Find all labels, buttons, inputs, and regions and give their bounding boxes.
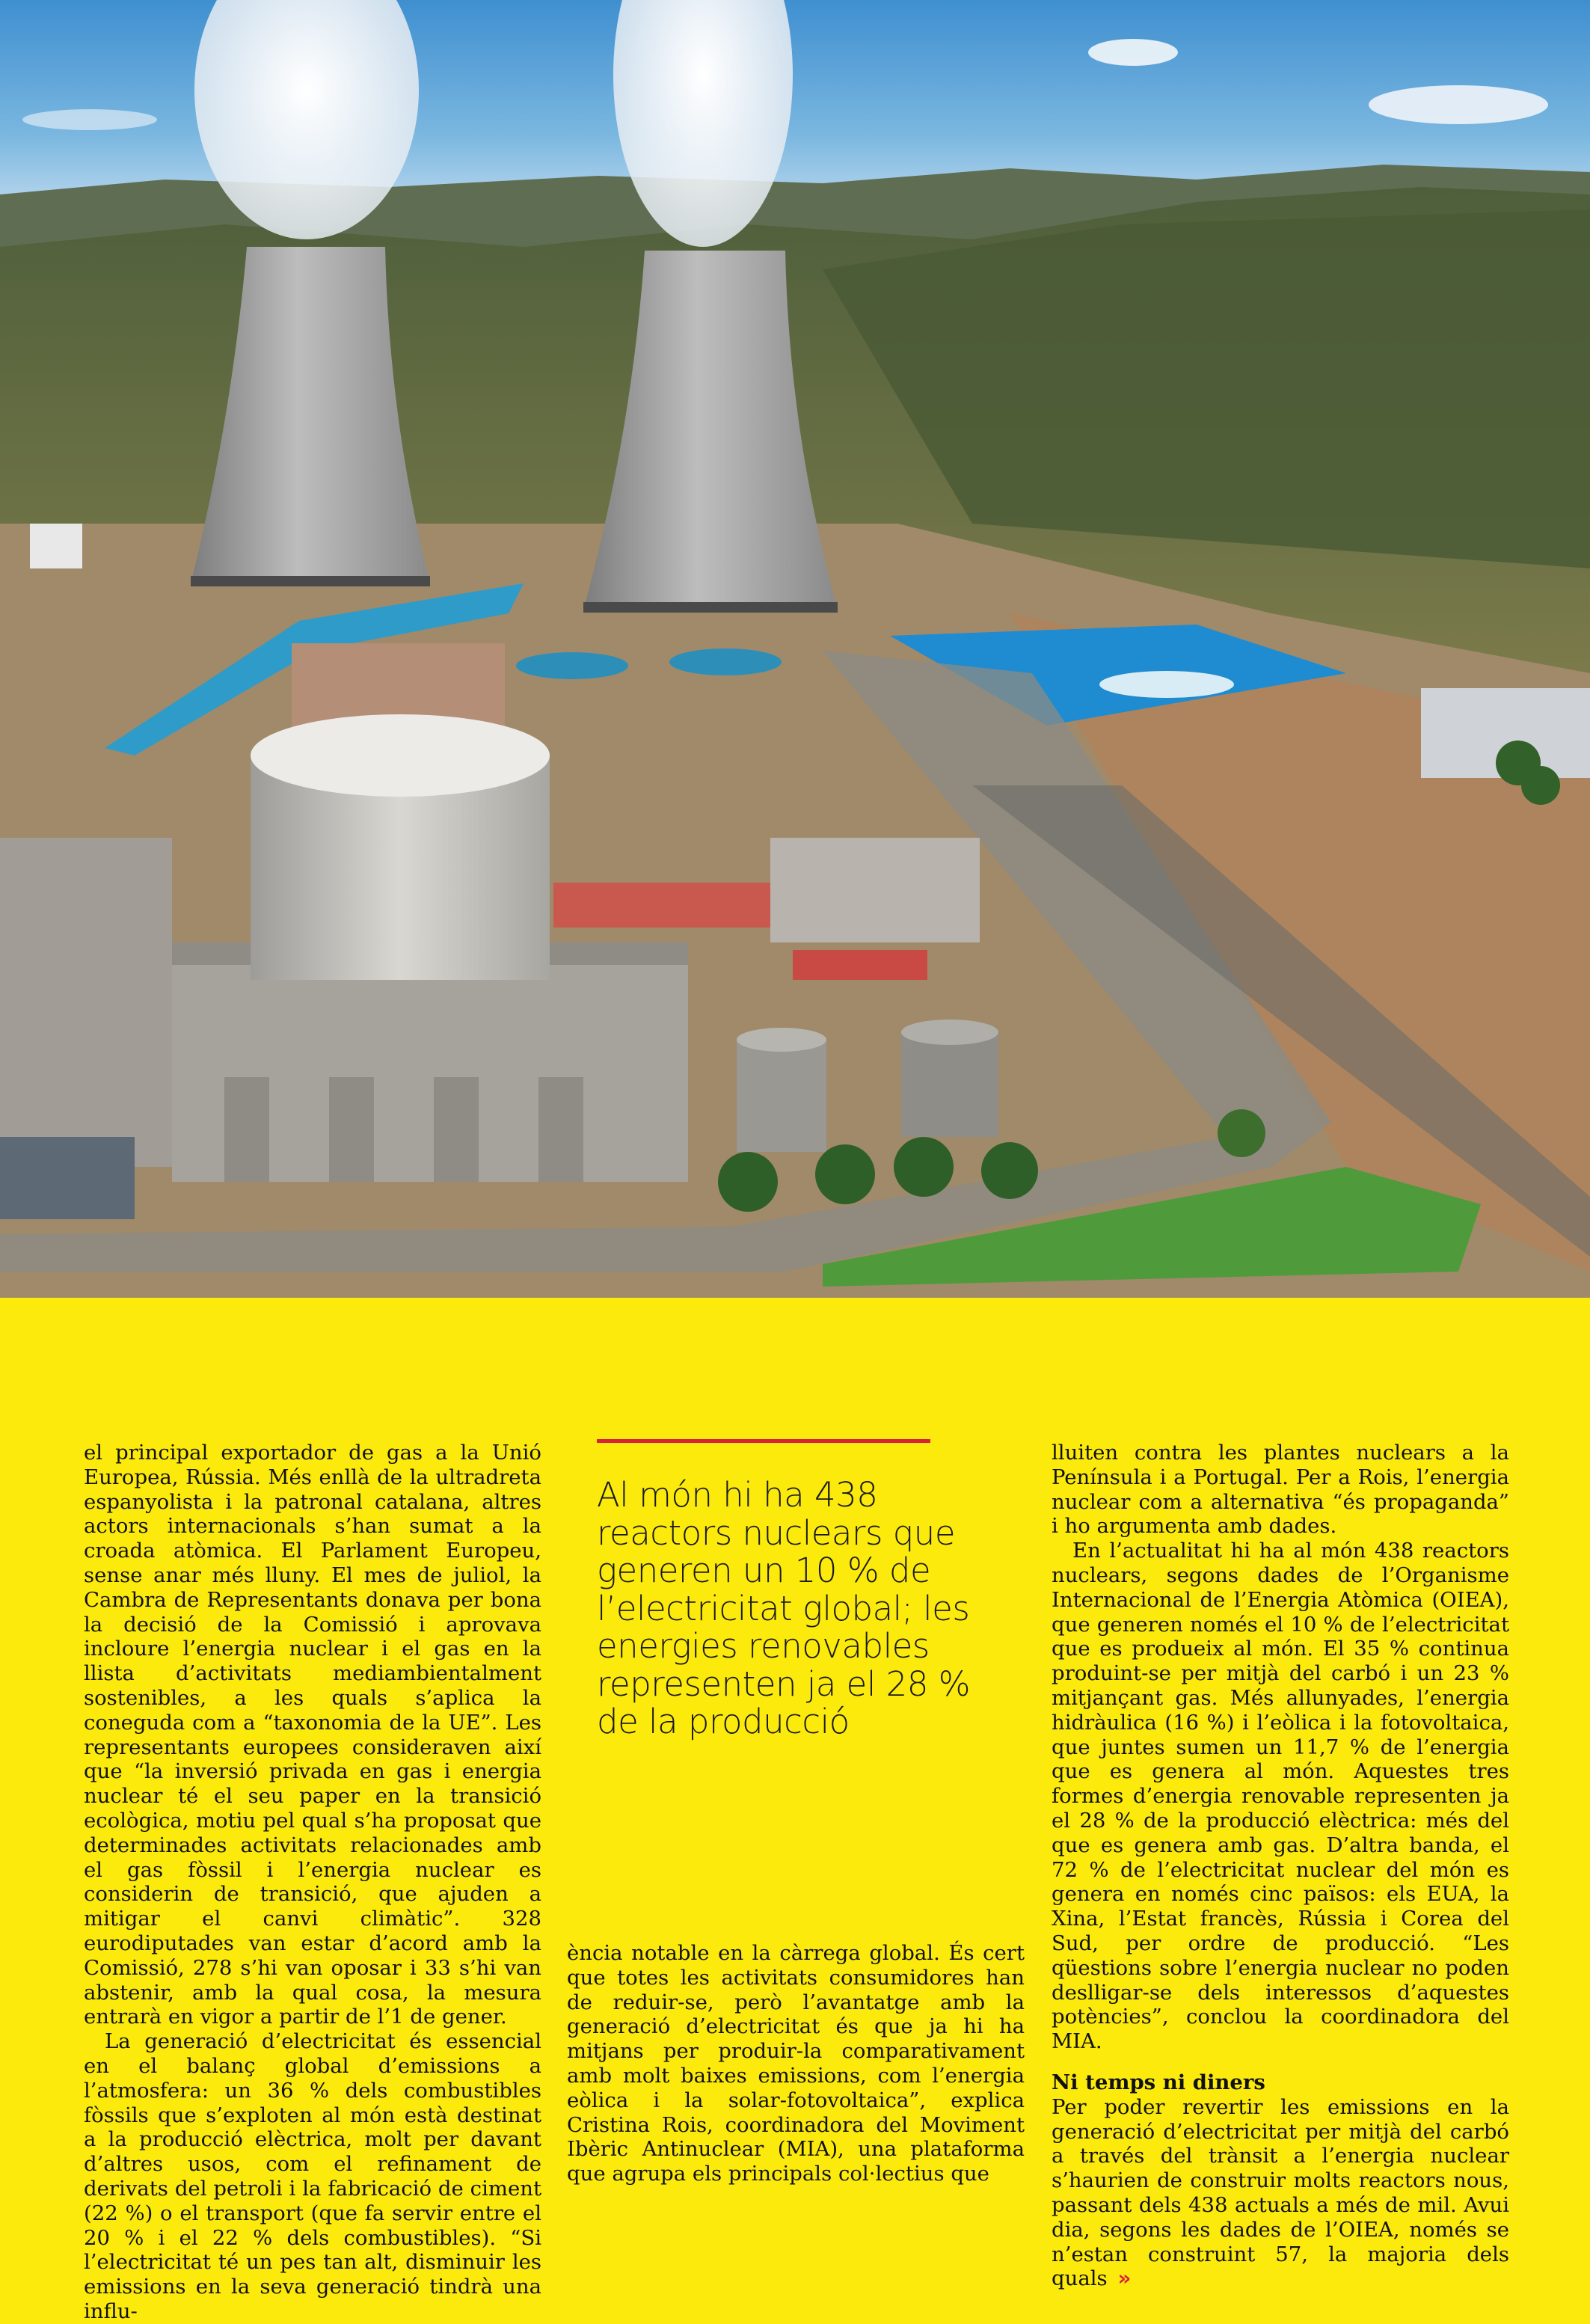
paragraph: ència notable en la càrrega global. És cert que totes les activitats consumidores han de reduir-se, però l’avantatge amb la generació d’electricitat és que ja hi ha mitjans per produir-la comparativament amb molt baixes emissions, com l’energia eòlica i la solar-fotovoltaica”, explica Cristina Rois, coordinadora del Moviment Ibèric Antinuclear (MIA), una plataforma que agrupa els principals col·lectius que bbox=[567, 1941, 1025, 2186]
paragraph bbox=[1052, 2095, 1509, 2291]
continue-arrow-icon: » bbox=[1117, 2266, 1129, 2291]
paragraph: lluiten contra les plantes nuclears a la Península i a Portugal. Per a Rois, l’energia nuclear com a alternativa “és propaganda” i ho argumenta amb dades. bbox=[1052, 1441, 1509, 1539]
text-column-right bbox=[1052, 1441, 1509, 2291]
paragraph: el principal exportador de gas a la Unió Europea, Rússia. Més enllà de la ultradreta espanyolista i la patronal catalana, altres actors internacionals s’han sumat a la croada atòmica. El Parlament Europeu, sense anar més lluny. El mes de juliol, la Cambra de Representants donava per bona la decisió de la Comissió i aprovava incloure l’energia nuclear i el gas en la llista d’activitats mediambientalment sostenibles, a les quals s’aplica la coneguda com a “taxonomia de la UE”. Les representants europees consideraven així que “la inversió privada en gas i energia nuclear té el seu paper en la transició ecològica, motiu pel qual s’ha proposat que determinades activitats relacionades amb el gas fòssil i l’energia nuclear es considerin de transició, que ajuden a mitigar el canvi climàtic”. 328 eurodiputades van estar d’acord amb la Comissió, 278 s’hi van oposar i 33 s’hi van abstenir, amb la qual cosa, la mesura entrarà en vigor a partir de l’1 de gener. bbox=[84, 1441, 541, 2029]
paragraph-text: Per poder revertir les emissions en la generació d’electricitat per mitjà del carbó a través del trànsit a l’energia nuclear s’haurien de construir molts reactors nous, passant dels 438 actuals a més de mil. Avui dia, segons les dades de l’OIEA, només se n’estan construint 57, la majoria dels quals bbox=[1052, 2094, 1509, 2291]
paragraph: En l’actualitat hi ha al món 438 reactors nuclears, segons dades de l’Organisme Internacional de l’Energia Atòmica (OIEA), que generen només el 10 % de l’electricitat que es produeix al món. El 35 % continua produint-se per mitjà del carbó i un 23 % mitjançant gas. Més allunyades, l’energia hidràulica (16 %) i l’eòlica i la fotovoltaica, que juntes sumen un 11,7 % de l’energia que es genera al món. Aquestes tres formes d’energia renovable representen ja el 28 % de la producció elèctrica: més del que es genera amb gas. D’altra banda, el 72 % de l’electricitat nuclear del món es genera en només cinc països: els EUA, la Xina, l’Estat francès, Rússia i Corea del Sud, per ordre de producció. “Les qüestions sobre l’energia nuclear no poden deslligar-se dels interessos d’aquestes potències”, conclou la coordinadora del MIA. bbox=[1052, 1539, 1509, 2054]
pull-quote: Al món hi ha 438 reactors nuclears que generen un 10 % de l’electricitat global; les energies renovables representen ja el 28 % de la producció bbox=[597, 1475, 970, 1741]
text-column-left bbox=[84, 1441, 541, 2324]
paragraph: La generació d’electricitat és essencial en el balanç global d’emissions a l’atmosfera: un 36 % dels combustibles fòssils que s’exploten al món està destinat a la producció elèctrica, molt per davant d’altres usos, com el refinament de derivats del petroli i la fabricació de ciment (22 %) o el transport (que fa servir entre el 20 % i el 22 % dels combustibles). “Si l’electricitat té un pes tan alt, disminuir les emissions en la seva generació tindrà una influ- bbox=[84, 2029, 541, 2323]
text-column-middle bbox=[567, 1941, 1025, 2186]
subheading: Ni temps ni diners bbox=[1052, 2070, 1265, 2094]
pull-quote-rule bbox=[597, 1439, 930, 1443]
